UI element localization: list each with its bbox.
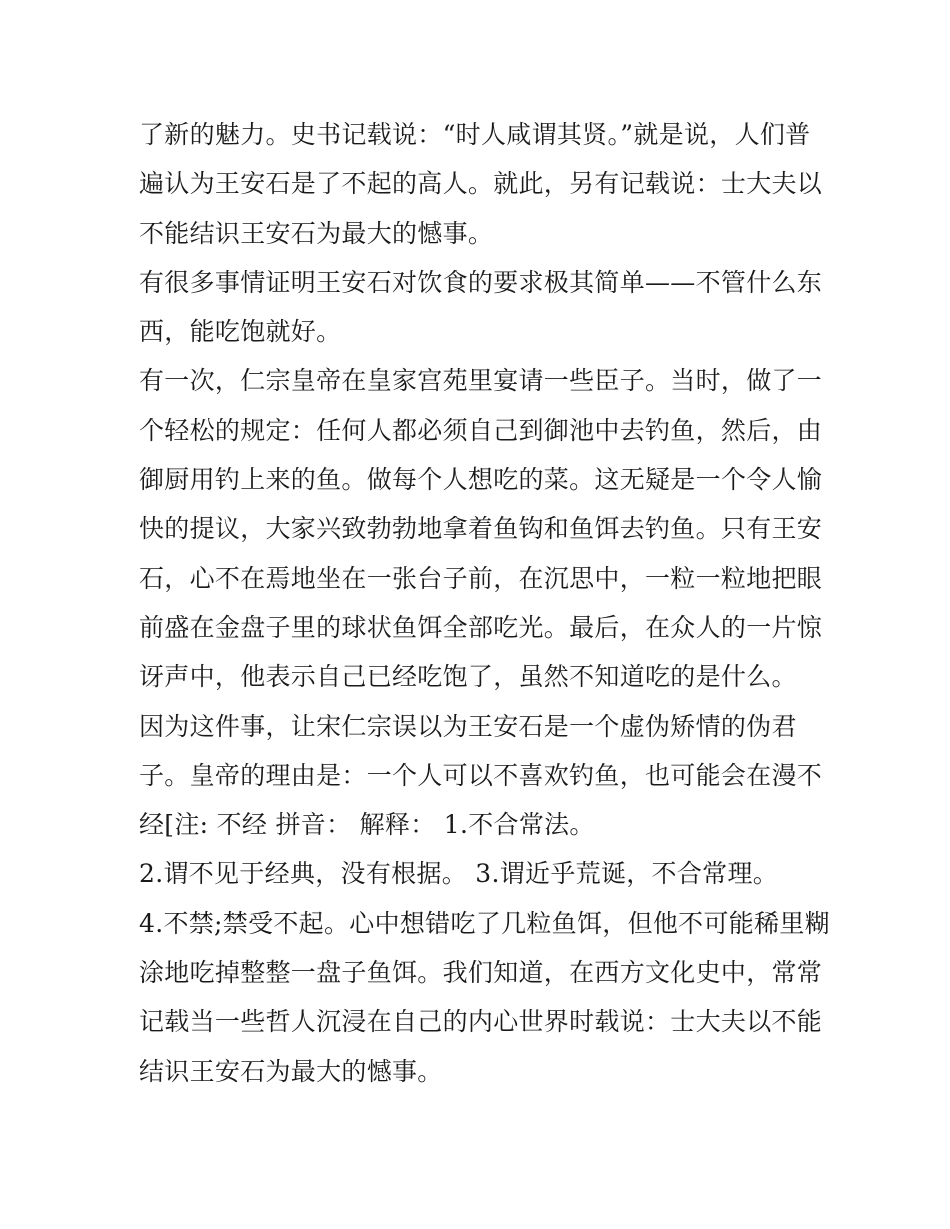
text-line: 西，能吃饱就好。 (139, 317, 342, 347)
paragraph-2 (139, 258, 823, 357)
text-line: 记载当一些哲人沉浸在自己的内心世界时载说：士大夫以不能 (139, 1007, 823, 1037)
paragraph-3 (139, 356, 823, 701)
paragraph-1 (139, 110, 823, 258)
paragraph-5 (139, 849, 819, 898)
text-line: 遍认为王安石是了不起的高人。就此，另有记载说：士大夫以 (139, 169, 823, 199)
paragraph-6 (139, 899, 830, 1096)
text-line: 2.谓不见于经典，没有根据。 3.谓近乎荒诞，不合常理。 (139, 859, 779, 889)
text-line: 经[注: 不经 拼音： 解释： 1.不合常法。 (139, 810, 595, 840)
text-line: 4.不禁;禁受不起。心中想错吃了几粒鱼饵，但他不可能稀里糊 (139, 908, 830, 938)
text-line: 御厨用钓上来的鱼。做每个人想吃的菜。这无疑是一个令人愉 (139, 465, 823, 495)
text-line: 结识王安石为最大的憾事。 (139, 1056, 443, 1086)
text-line: 因为这件事，让宋仁宗误以为王安石是一个虚伪矫情的伪君 (139, 711, 797, 741)
text-line: 个轻松的规定：任何人都必须自己到御池中去钓鱼，然后，由 (139, 415, 823, 445)
paragraph-4 (139, 702, 823, 850)
text-line: 前盛在金盘子里的球状鱼饵全部吃光。最后，在众人的一片惊 (139, 612, 823, 642)
text-line: 了新的魅力。史书记载说：“时人咸谓其贤。”就是说，人们普 (139, 120, 811, 149)
text-line: 有一次，仁宗皇帝在皇家宫苑里宴请一些臣子。当时，做了一 (139, 366, 823, 396)
text-line: 有很多事情证明王安石对饮食的要求极其简单——不管什么东 (139, 267, 823, 297)
text-line: 不能结识王安石为最大的憾事。 (139, 218, 494, 248)
text-line: 快的提议，大家兴致勃勃地拿着鱼钩和鱼饵去钓鱼。只有王安 (139, 514, 823, 544)
text-line: 讶声中，他表示自己已经吃饱了，虽然不知道吃的是什么。 (139, 662, 797, 692)
text-line: 涂地吃掉整整一盘子鱼饵。我们知道，在西方文化史中，常常 (139, 958, 823, 988)
document-body (139, 110, 830, 1096)
text-line: 石，心不在焉地坐在一张台子前，在沉思中，一粒一粒地把眼 (139, 563, 823, 593)
text-line: 子。皇帝的理由是：一个人可以不喜欢钓鱼，也可能会在漫不 (139, 760, 823, 790)
